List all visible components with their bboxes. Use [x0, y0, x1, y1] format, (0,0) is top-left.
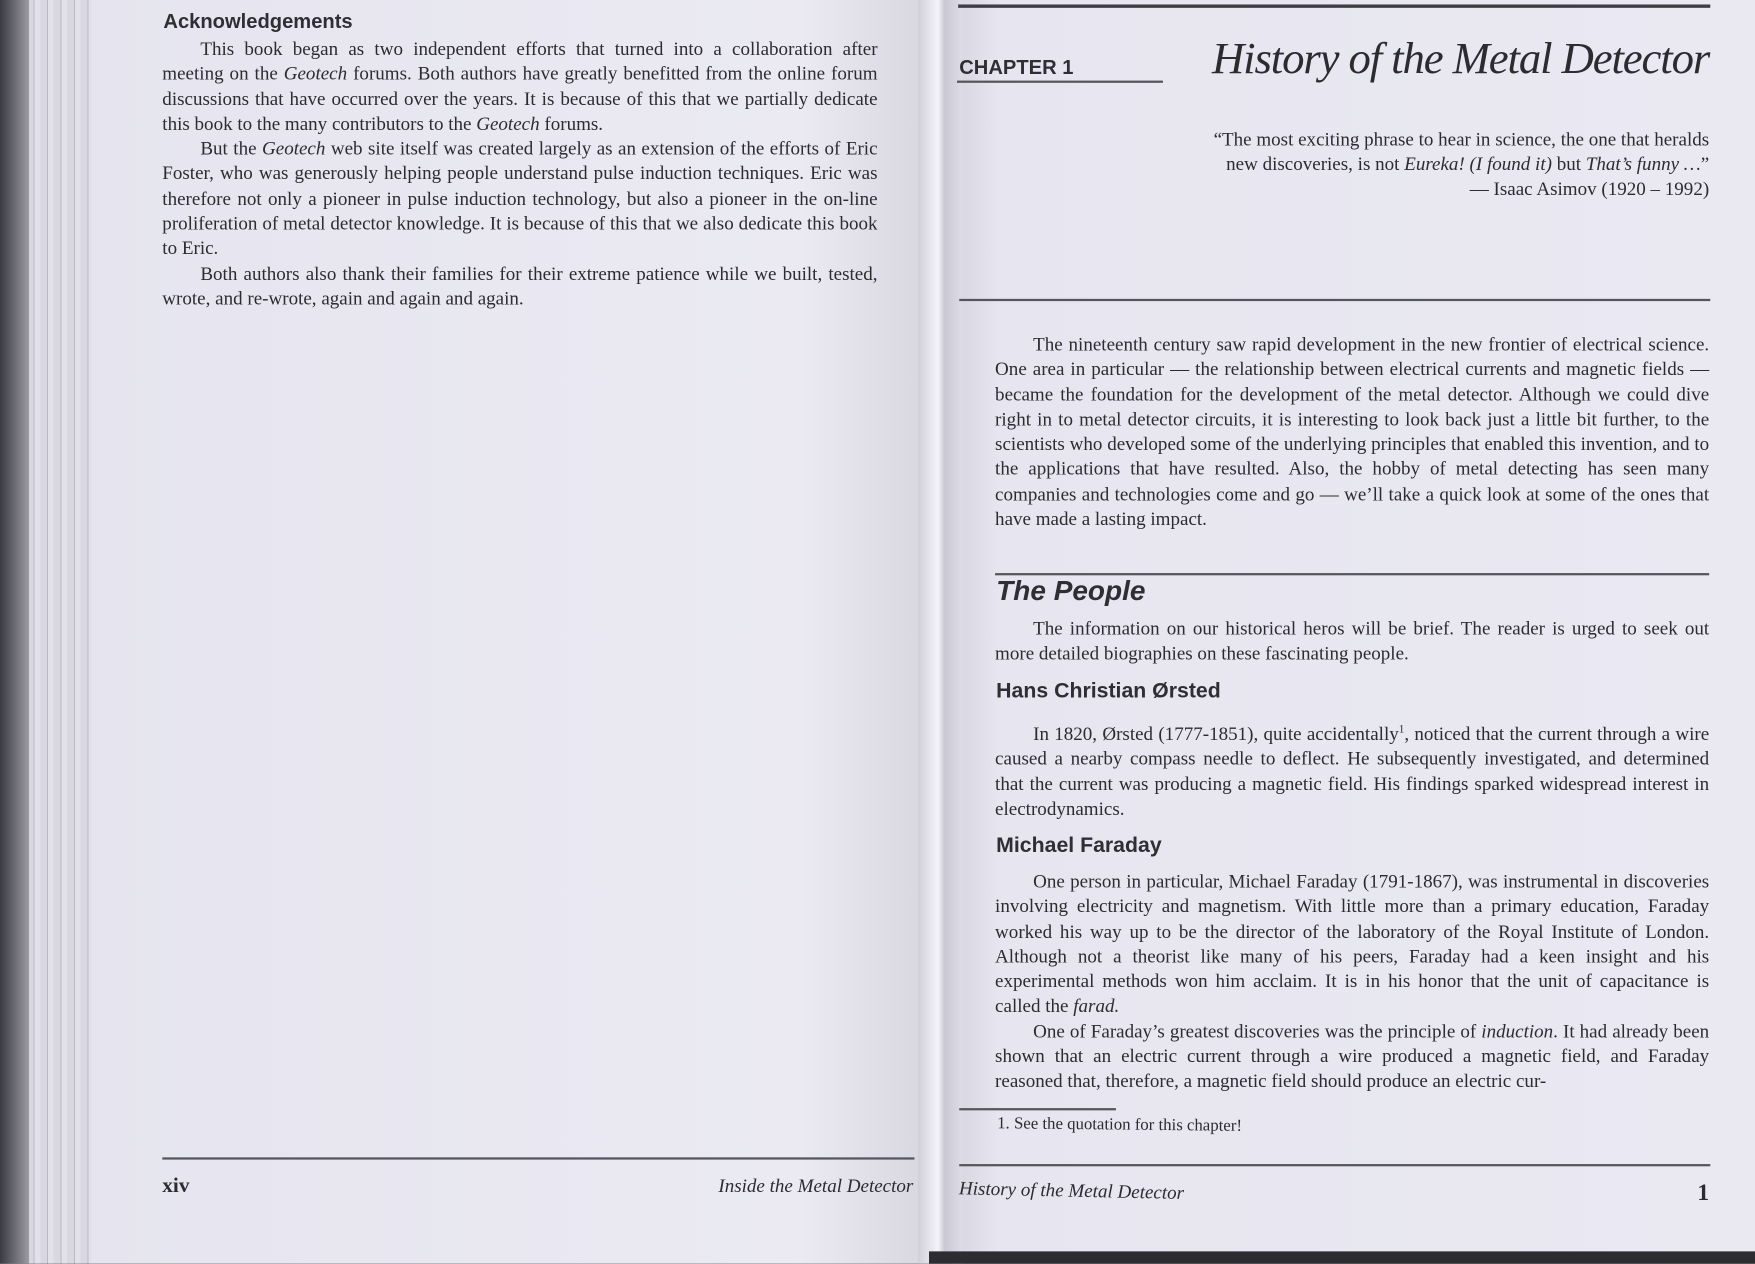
running-title-right: History of the Metal Detector	[958, 1177, 1185, 1204]
paragraph	[995, 617, 1709, 667]
text-run: One person in particular, Michael Faraday (1791-1867), was instrumental in discoveries involving electricity and magnetism. With little more than a primary education, Faraday worked his way up to be the director of the laboratory of the Royal Institute of London. Although not a theorist like many of his peers, Faraday had a keen insight and his experimental methods won him acclaim. It is in his honor that the unit of capacitance is called the	[995, 870, 1710, 1017]
section-title: The People	[996, 575, 1146, 607]
paragraph	[162, 137, 877, 262]
text-run: Eureka! (I found it)	[1404, 153, 1552, 175]
text-run: Geotech	[476, 112, 540, 135]
text-run: This book began as two independent efforts that turned into a collaboration after meeting on the	[162, 38, 878, 85]
chapter-quote	[1214, 128, 1710, 202]
text-run: forums.	[539, 112, 604, 135]
oersted-body	[995, 722, 1709, 822]
footnote-rule	[959, 1108, 1116, 1110]
book-spine	[918, 0, 963, 1264]
acknowledgements-heading: Acknowledgements	[163, 10, 353, 33]
text-run: web site itself was created largely as an extension of the efforts of Eric Foster, who was generously helping people understand pulse induction techniques. Eric was therefore not only a pioneer in pulse induction technology, but also a pioneer in the on-line proliferation of metal detector knowledge. It is because of this that we also dedicate this book to Eric.	[162, 137, 878, 259]
paragraph	[162, 37, 877, 137]
chapter-intro	[995, 332, 1709, 532]
paragraph	[995, 332, 1709, 532]
text-run: but	[1551, 153, 1586, 175]
book-edge-shadow	[0, 0, 29, 1264]
text-run: forums. Both authors have greatly benefitted from the online forum discussions that have occurred over the years. It is because of this that we partially dedicate this book to the many contributors to the	[162, 63, 878, 135]
text-run: ”	[1700, 153, 1710, 175]
header-rule	[959, 299, 1710, 301]
text-run: farad.	[1073, 995, 1120, 1017]
running-title-left: Inside the Metal Detector	[718, 1175, 914, 1197]
quote-line	[1214, 152, 1710, 177]
paragraph	[995, 1019, 1709, 1094]
chapter-title: History of the Metal Detector	[1211, 32, 1710, 83]
footer-rule	[162, 1157, 914, 1159]
text-run: The information on our historical heros will be brief. The reader is urged to seek out more detailed biographies on these fascinating people.	[995, 617, 1710, 665]
text-run: , noticed that the current through a wire caused a nearby compass needle to deflect. He subsequently investigated, and determined that the current was producing a magnetic field. His findings sparked widespread interest in electrodynamics.	[995, 723, 1710, 820]
chapter-label: CHAPTER 1	[959, 55, 1074, 79]
paragraph	[162, 262, 877, 312]
text-run: The nineteenth century saw rapid development in the new frontier of electrical science. One area in particular — the relationship between electrical currents and magnetic fields — became the foundation for the development of the metal detector. Although we could dive right in to metal detector circuits, it is interesting to look back just a little bit further, to the scientists who developed some of the underlying principles that enabled this invention, and to the applications that have resulted. Also, the hobby of metal detecting has seen many companies and technologies come and go — we’ll take a quick look at some of the ones that have made a lasting impact.	[995, 333, 1710, 530]
text-run: One of Faraday’s greatest discoveries was the principle of	[1033, 1020, 1482, 1042]
oersted-heading: Hans Christian Ørsted	[996, 679, 1221, 703]
text-run: Geotech	[283, 63, 348, 85]
text-run: In 1820, Ørsted (1777-1851), quite accidentally	[1033, 723, 1399, 745]
page-number-right: 1	[1697, 1178, 1710, 1206]
acknowledgements-body	[162, 37, 877, 312]
footnote-marker: 1	[1398, 723, 1405, 736]
background-strip	[929, 1251, 1755, 1263]
quote-attribution: — Isaac Asimov (1920 – 1992)	[1469, 177, 1710, 200]
text-run: That’s funny …	[1585, 153, 1701, 175]
quote-line	[1214, 128, 1710, 153]
faraday-body	[995, 870, 1709, 1095]
page-number-left: xiv	[162, 1174, 190, 1198]
paragraph	[995, 722, 1709, 822]
top-rule	[958, 4, 1710, 7]
faraday-heading: Michael Faraday	[996, 833, 1162, 858]
text-run: new discoveries, is not	[1226, 153, 1405, 175]
text-run: Both authors also thank their families for their extreme patience while we built, tested, wrote, and re-wrote, again and again and again.	[162, 262, 878, 309]
paragraph	[995, 870, 1709, 1020]
footnote: 1. See the quotation for this chapter!	[997, 1114, 1243, 1136]
chapter-label-underline	[957, 81, 1163, 83]
quote-lines	[1214, 128, 1710, 177]
text-run: . It had already been shown that an electric current through a wire produced a magnetic field, and Faraday reasoned that, therefore, a magnetic field should produce an electric cur-	[995, 1020, 1710, 1092]
text-run: induction	[1481, 1020, 1554, 1042]
section-intro	[995, 617, 1709, 667]
text-run: Geotech	[262, 137, 326, 160]
text-run: But the	[200, 137, 263, 160]
footer-rule-right	[959, 1164, 1710, 1166]
text-run: “The most exciting phrase to hear in science, the one that heralds	[1213, 128, 1710, 150]
